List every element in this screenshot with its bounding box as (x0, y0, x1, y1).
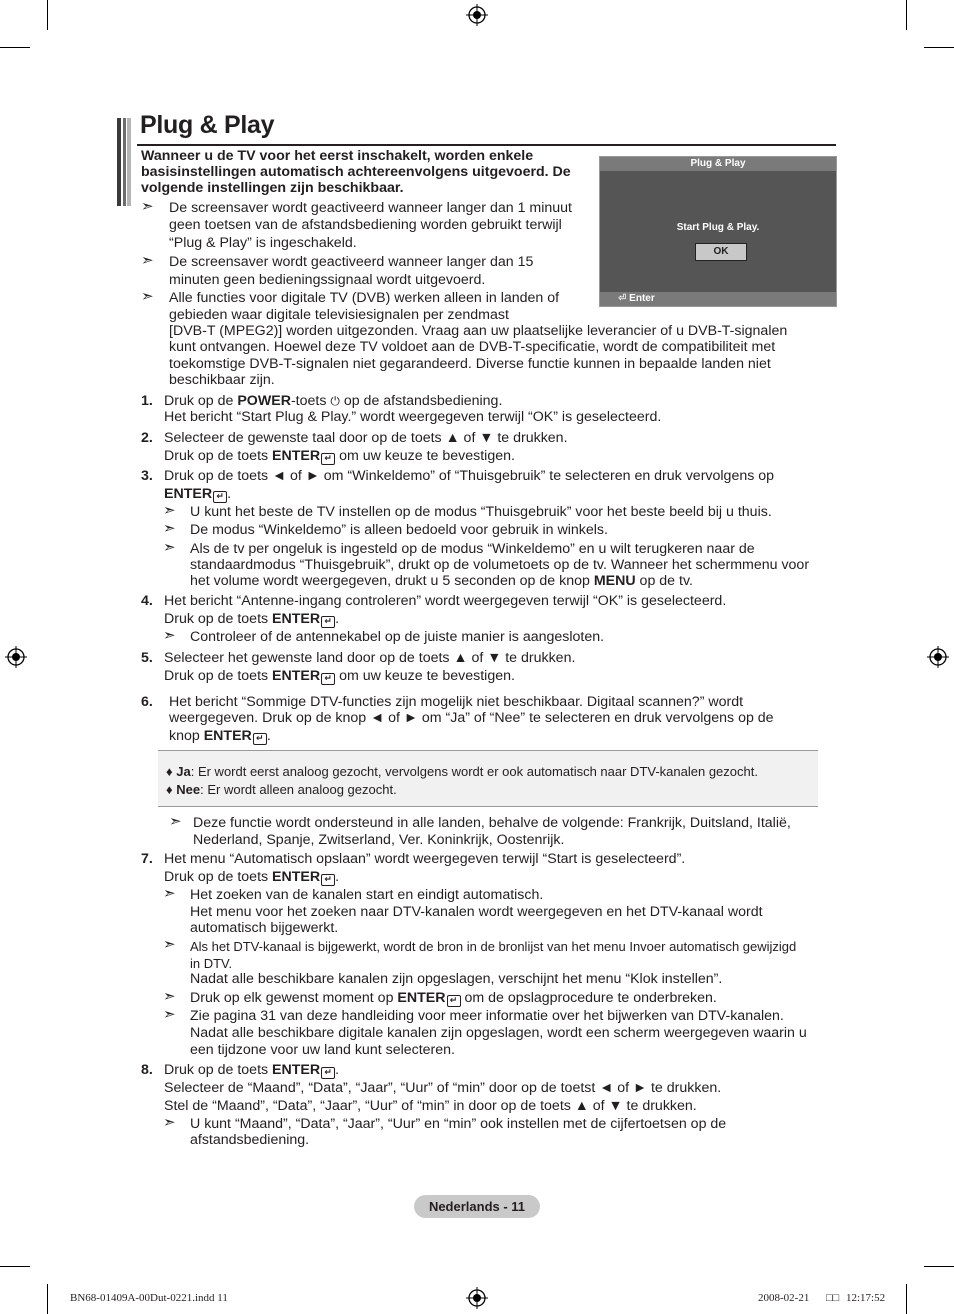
print-slug-file: BN68-01409A-00Dut-0221.indd 11 (70, 1292, 228, 1304)
step-text: knop ENTER ↵ . (169, 728, 271, 744)
note-text: standaardmodus “Thuisgebruik”, drukt op de volumetoets op de tv. Wanneer het schermmenu voor (190, 557, 810, 573)
step-text: Het menu “Automatisch opslaan” wordt weergegeven terwijl “Start is geselecteerd”. (164, 851, 686, 867)
step-text: Druk op de toets ENTER ↵ . (164, 869, 340, 885)
note-text: een tijdzone voor uw land kunt selecteren. (190, 1042, 455, 1058)
screen-footer (600, 292, 836, 306)
tv-screen-illustration (599, 156, 837, 307)
step-text: weergegeven. Druk op de knop ◄ of ► om “Ja” of “Nee” te selecteren en druk vervolgens op de (169, 710, 774, 726)
note-text: Zie pagina 31 van deze handleiding voor meer informatie over het bijwerken van DTV-kanalen. (190, 1008, 784, 1024)
step-text: Druk op de toets ◄ of ► om “Winkeldemo” of “Thuisgebruik” te selecteren en druk vervolgens op (164, 468, 775, 484)
step-text: Selecteer het gewenste land door op de toets ▲ of ▼ te drukken. (164, 650, 576, 666)
note-arrow-icon: ➣ (163, 502, 176, 519)
screen-footer-label: Enter (629, 293, 655, 304)
note-text: kunt ontvangen. Hoewel deze TV voldoet aan de DVB-T-specificatie, wordt de compatibiliteit met (169, 339, 776, 355)
step-text: Stel de “Maand”, “Data”, “Jaar”, “Uur” of “min” in door op de toets ▲ of ▼ te drukken. (164, 1098, 697, 1114)
step-text: Druk op de toets ENTER ↵ om uw keuze te bevestigen. (164, 668, 515, 684)
page-title: Plug & Play (140, 111, 275, 139)
enter-icon: ↵ (213, 491, 227, 503)
step-text: Het bericht “Start Plug & Play.” wordt weergegeven terwijl “OK” is geselecteerd. (164, 409, 662, 425)
note-text: Als het DTV-kanaal is bijgewerkt, wordt de bron in de bronlijst van het menu Invoer automatisch gewijzigd (190, 939, 797, 954)
crop-mark (0, 47, 30, 48)
enter-icon: ⏎ (618, 293, 627, 304)
note-text: minuten geen bedieningssignaal wordt uitgevoerd. (169, 272, 486, 288)
power-icon: ⏻ (330, 394, 340, 408)
step-number: 5. (141, 650, 153, 666)
crop-mark (924, 1266, 954, 1267)
print-slug-date: 2008-02-21 (758, 1292, 810, 1304)
crop-mark (906, 0, 907, 30)
note-text: Het menu voor het zoeken naar DTV-kanalen wordt weergegeven en het DTV-kanaal wordt (190, 904, 763, 920)
note-arrow-icon: ➣ (141, 288, 154, 305)
title-underline (137, 144, 836, 146)
step-text: Selecteer de “Maand”, “Data”, “Jaar”, “Uur” of “min” door op de toetst ◄ of ► te drukken. (164, 1080, 722, 1096)
step-text: Druk op de toets ENTER ↵ om uw keuze te bevestigen. (164, 448, 515, 464)
note-text: Alle functies voor digitale TV (DVB) werken alleen in landen of (169, 290, 560, 306)
note-arrow-icon: ➣ (169, 813, 182, 830)
step-text: Druk op de toets ENTER ↵ . (164, 611, 340, 627)
note-text: Druk op elk gewenst moment op ENTER ↵ om de opslagprocedure te onderbreken. (190, 990, 717, 1006)
print-slug-time: 12:17:52 (846, 1292, 886, 1304)
note-arrow-icon: ➣ (163, 520, 176, 537)
note-text: [DVB-T (MPEG2)] worden uitgezonden. Vraag aan uw plaatselijke leverancier of u DVB-T-signalen (169, 323, 788, 339)
step-number: 6. (141, 694, 153, 710)
note-text: toekomstige DVB-T-signalen niet gegarandeerd. Diverse functie kunnen in bepaalde landen niet (169, 356, 771, 372)
note-text: Nederland, Spanje, Zwitserland, Ver. Koninkrijk, Oostenrijk. (193, 832, 565, 848)
enter-icon: ↵ (253, 733, 267, 745)
step-text: Het bericht “Sommige DTV-functies zijn mogelijk niet beschikbaar. Digitaal scannen?” wordt (169, 694, 744, 710)
registration-mark-icon (466, 4, 488, 26)
note-arrow-icon: ➣ (163, 627, 176, 644)
note-text: automatisch bijgewerkt. (190, 920, 339, 936)
note-arrow-icon: ➣ (163, 539, 176, 556)
note-arrow-icon: ➣ (141, 198, 154, 215)
enter-icon: ↵ (321, 616, 335, 628)
note-arrow-icon: ➣ (141, 252, 154, 269)
note-text: het volume wordt weergegeven, drukt u 5 seconden op de knop MENU op de tv. (190, 573, 693, 589)
step-number: 4. (141, 593, 153, 609)
screen-message: Start Plug & Play. (676, 222, 760, 233)
note-text: De modus “Winkeldemo” is alleen bedoeld voor gebruik in winkels. (190, 522, 608, 538)
step-text: Druk op de toets ENTER ↵ . (164, 1062, 340, 1078)
enter-icon: ↵ (321, 1067, 335, 1079)
note-text: beschikbaar zijn. (169, 372, 275, 388)
note-text: De screensaver wordt geactiveerd wanneer langer dan 1 minuut (169, 200, 572, 216)
step-text: ENTER ↵ . (164, 486, 232, 502)
note-arrow-icon: ➣ (163, 936, 176, 953)
enter-icon: ↵ (321, 673, 335, 685)
options-box (158, 750, 818, 807)
option-ja: ♦ Ja: Er wordt eerst analoog gezocht, vervolgens wordt er ook automatisch naar DTV-kanalen gezocht. (166, 764, 758, 779)
screen-ok-button: OK (695, 243, 747, 261)
note-text: in DTV. (190, 956, 233, 971)
note-text: De screensaver wordt geactiveerd wanneer langer dan 15 (169, 254, 534, 270)
note-arrow-icon: ➣ (163, 1006, 176, 1023)
note-arrow-icon: ➣ (163, 1114, 176, 1131)
intro-line: Wanneer u de TV voor het eerst inschakelt, worden enkele (141, 148, 534, 164)
crop-mark (924, 47, 954, 48)
intro-line: basisinstellingen automatisch achtereenvolgens uitgevoerd. De (141, 164, 571, 180)
note-arrow-icon: ➣ (163, 885, 176, 902)
note-text: U kunt het beste de TV instellen op de modus “Thuisgebruik” voor het beste beeld bij u thuis. (190, 504, 772, 520)
enter-icon: ↵ (447, 995, 461, 1007)
crop-mark (0, 1266, 30, 1267)
step-number: 7. (141, 851, 153, 867)
note-text: U kunt “Maand”, “Data”, “Jaar”, “Uur” en “min” ook instellen met de cijfertoetsen op de (190, 1116, 727, 1132)
registration-mark-icon (466, 1287, 488, 1309)
note-text: Het zoeken van de kanalen start en eindigt automatisch. (190, 887, 544, 903)
intro-line: volgende instellingen zijn beschikbaar. (141, 180, 404, 196)
note-text: Nadat alle beschikbare kanalen zijn opgeslagen, verschijnt het menu “Klok instellen”. (190, 971, 723, 987)
note-arrow-icon: ➣ (163, 988, 176, 1005)
title-decoration (117, 118, 131, 206)
crop-mark (906, 1284, 907, 1314)
screen-header: Plug & Play (600, 157, 836, 171)
note-text: Controleer of de antennekabel op de juiste manier is aangesloten. (190, 629, 605, 645)
enter-icon: ↵ (321, 453, 335, 465)
registration-mark-icon (927, 646, 949, 668)
step-text: Het bericht “Antenne-ingang controleren” wordt weergegeven terwijl “OK” is geselecteerd. (164, 593, 727, 609)
step-number: 2. (141, 430, 153, 446)
page-number-badge: Nederlands - 11 (414, 1195, 540, 1218)
note-text: Deze functie wordt ondersteund in alle landen, behalve de volgende: Frankrijk, Duitsland, Italië, (193, 815, 791, 831)
step-number: 8. (141, 1062, 153, 1078)
step-number: 1. (141, 393, 153, 409)
note-text: Nadat alle beschikbare digitale kanalen zijn opgeslagen, wordt een scherm weergegeven waarin u (190, 1025, 807, 1041)
note-text: gebieden waar digitale televisiesignalen per zendmast (169, 307, 509, 323)
print-slug-glyphs: □□ (826, 1292, 840, 1304)
registration-mark-icon (5, 646, 27, 668)
note-text: Als de tv per ongeluk is ingesteld op de modus “Winkeldemo” en u wilt terugkeren naar de (190, 541, 755, 557)
note-text: afstandsbediening. (190, 1132, 310, 1148)
note-text: “Plug & Play” is ingeschakeld. (169, 235, 357, 251)
crop-mark (47, 1284, 48, 1314)
enter-icon: ↵ (321, 874, 335, 886)
step-number: 3. (141, 468, 153, 484)
crop-mark (47, 0, 48, 30)
step-text: Druk op de POWER-toets ⏻ op de afstandsbediening. (164, 393, 503, 409)
note-text: geen toetsen van de afstandsbediening worden gebruikt terwijl (169, 217, 562, 233)
option-nee: ♦ Nee: Er wordt alleen analoog gezocht. (166, 782, 397, 797)
step-text: Selecteer de gewenste taal door op de toets ▲ of ▼ te drukken. (164, 430, 568, 446)
